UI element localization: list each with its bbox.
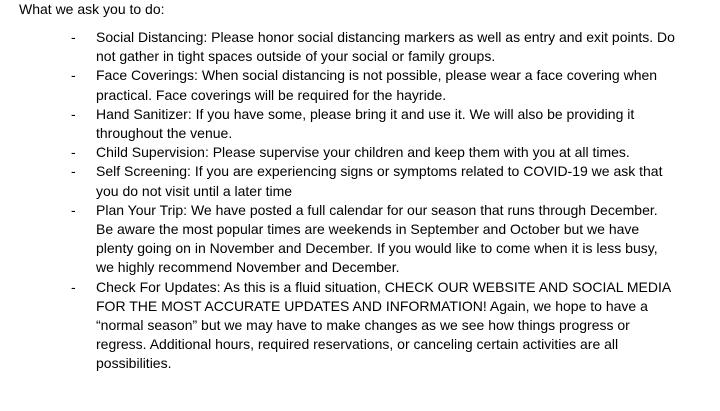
bullet-dash: - — [71, 201, 76, 218]
bullet-dash: - — [71, 105, 76, 122]
list-item-text: Child Supervision: Please supervise your children and keep them with you at all times. — [96, 144, 630, 161]
list-item-text: Self Screening: If you are experiencing signs or symptoms related to COVID-19 we ask that you do not visit until a later time — [96, 163, 663, 199]
bullet-dash: - — [71, 163, 76, 180]
list-item-text: Plan Your Trip: We have posted a full calendar for our season that runs through December. Be aware the most popular times are weekends in September and October but we have plenty going on in November and December. If you would like to come when it is less busy, we highly recommend November and December. — [96, 201, 658, 276]
bullet-dash: - — [71, 29, 76, 45]
list-item-text: Social Distancing: Please honor social distancing markers as well as entry and exit points. Do not gather in tight spaces outside of your social or family groups. — [96, 29, 675, 65]
list-item — [0, 143, 676, 162]
list-item — [0, 105, 676, 143]
bullet-dash: - — [71, 278, 76, 295]
list-item-text: Hand Sanitizer: If you have some, please bring it and use it. We will also be providing it throughout the venue. — [96, 105, 635, 142]
list-item — [0, 162, 676, 200]
bullet-dash: - — [71, 67, 76, 84]
list-item — [0, 28, 676, 66]
list-item-text: Check For Updates: As this is a fluid situation, CHECK OUR WEBSITE AND SOCIAL MEDIA FOR THE MOST ACCURATE UPDATES AND INFORMATION! Again, we hope to have a “normal season” but we may have to make changes as we see how things progress or regress. Additional hours, required reservations, or canceling certain activities are all possibilities. — [96, 278, 671, 372]
list-item-text: Face Coverings: When social distancing is not possible, please wear a face covering when practical. Face coverings will be required for the hayride. — [96, 67, 658, 103]
list-item — [0, 66, 676, 104]
list-item — [0, 201, 676, 278]
bullet-dash: - — [71, 144, 76, 161]
list-item — [0, 278, 676, 374]
section-heading: What we ask you to do: — [19, 1, 165, 17]
guidelines-list — [0, 28, 720, 374]
